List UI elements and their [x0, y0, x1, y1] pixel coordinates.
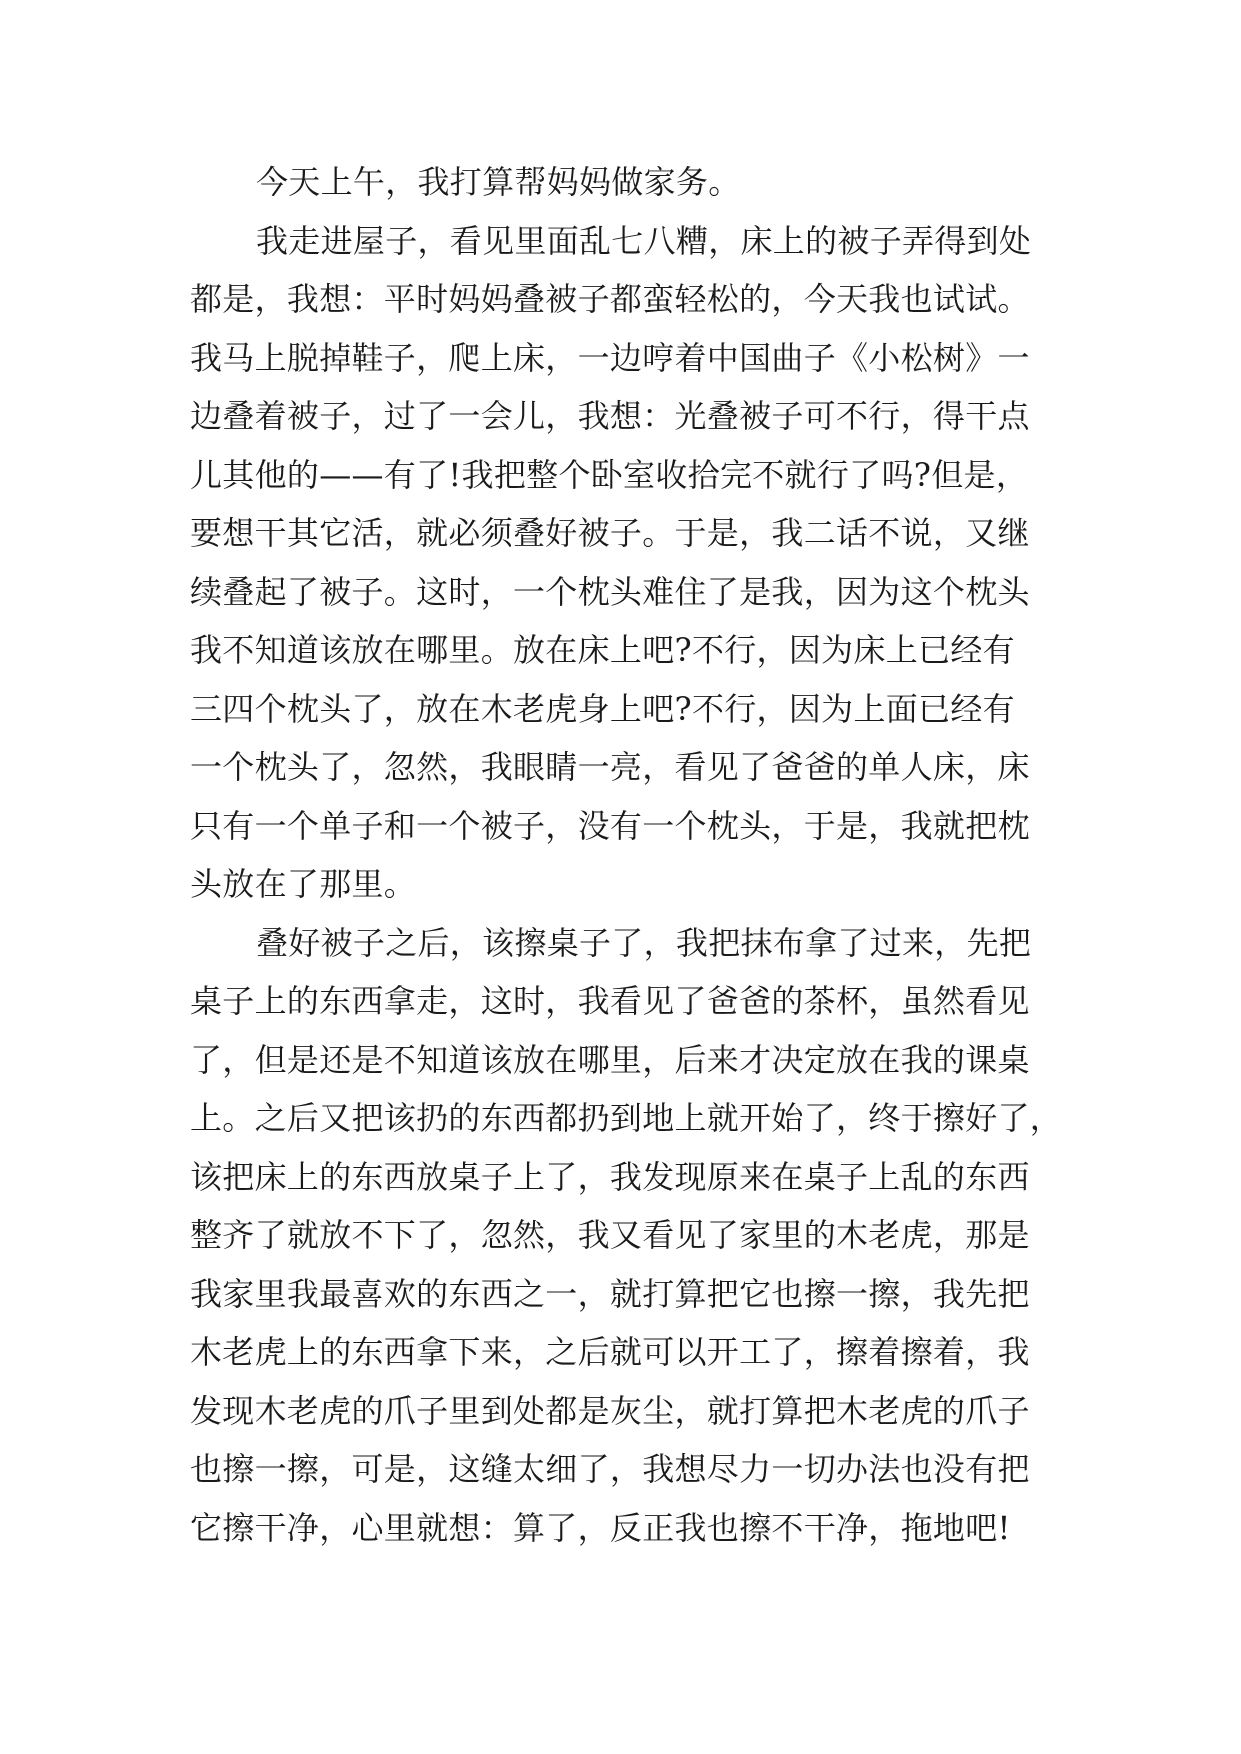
- paragraph-3: [190, 914, 1070, 1558]
- text-line: 整齐了就放不下了，忽然，我又看见了家里的木老虎，那是: [190, 1216, 1030, 1254]
- text-line: 我走进屋子，看见里面乱七八糟，床上的被子弄得到处: [256, 221, 1032, 260]
- text-line: 我家里我最喜欢的东西之一，就打算把它也擦一擦，我先把: [190, 1274, 1030, 1313]
- text-line: 我马上脱掉鞋子，爬上床，一边哼着中国曲子《小松树》一: [190, 338, 1030, 377]
- text-line: 发现木老虎的爪子里到处都是灰尘，就打算把木老虎的爪子: [190, 1391, 1030, 1430]
- text-line: 边叠着被子，过了一会儿，我想：光叠被子可不行，得干点: [190, 397, 1030, 435]
- text-line: 都是，我想：平时妈妈叠被子都蛮轻松的，今天我也试试。: [190, 280, 1030, 318]
- text-line: 也擦一擦，可是，这缝太细了，我想尽力一切办法也没有把: [190, 1450, 1030, 1488]
- text-line: 三四个枕头了，放在木老虎身上吧?不行，因为上面已经有: [190, 689, 1015, 728]
- paragraph-2: [190, 212, 1070, 914]
- text-line: 头放在了那里。: [190, 865, 417, 903]
- text-line: 续叠起了被子。这时，一个枕头难住了是我，因为这个枕头: [190, 572, 1030, 611]
- text-line: 上。之后又把该扔的东西都扔到地上就开始了，终于擦好了，: [190, 1099, 1063, 1137]
- text-line: 木老虎上的东西拿下来，之后就可以开工了，擦着擦着，我: [190, 1333, 1030, 1371]
- text-line: 儿其他的——有了!我把整个卧室收拾完不就行了吗?但是，: [190, 455, 1029, 494]
- text-line: 了，但是还是不知道该放在哪里，后来才决定放在我的课桌: [190, 1040, 1030, 1079]
- text-line: 要想干其它活，就必须叠好被子。于是，我二话不说，又继: [190, 514, 1030, 552]
- text-line: 该把床上的东西放桌子上了，我发现原来在桌子上乱的东西: [190, 1157, 1030, 1196]
- paragraph-1: [190, 153, 1070, 212]
- text-line: 我不知道该放在哪里。放在床上吧?不行，因为床上已经有: [190, 631, 1015, 669]
- text-line: 今天上午，我打算帮妈妈做家务。: [256, 163, 741, 201]
- document-body: [190, 153, 1070, 1557]
- text-line: 桌子上的东西拿走，这时，我看见了爸爸的茶杯，虽然看见: [190, 982, 1030, 1020]
- text-line: 叠好被子之后，该擦桌子了，我把抹布拿了过来，先把: [256, 923, 1032, 962]
- text-line: 它擦干净，心里就想：算了，反正我也擦不干净，拖地吧!: [190, 1508, 1011, 1547]
- text-line: 一个枕头了，忽然，我眼睛一亮，看见了爸爸的单人床，床: [190, 748, 1030, 786]
- text-line: 只有一个单子和一个被子，没有一个枕头，于是，我就把枕: [190, 806, 1030, 845]
